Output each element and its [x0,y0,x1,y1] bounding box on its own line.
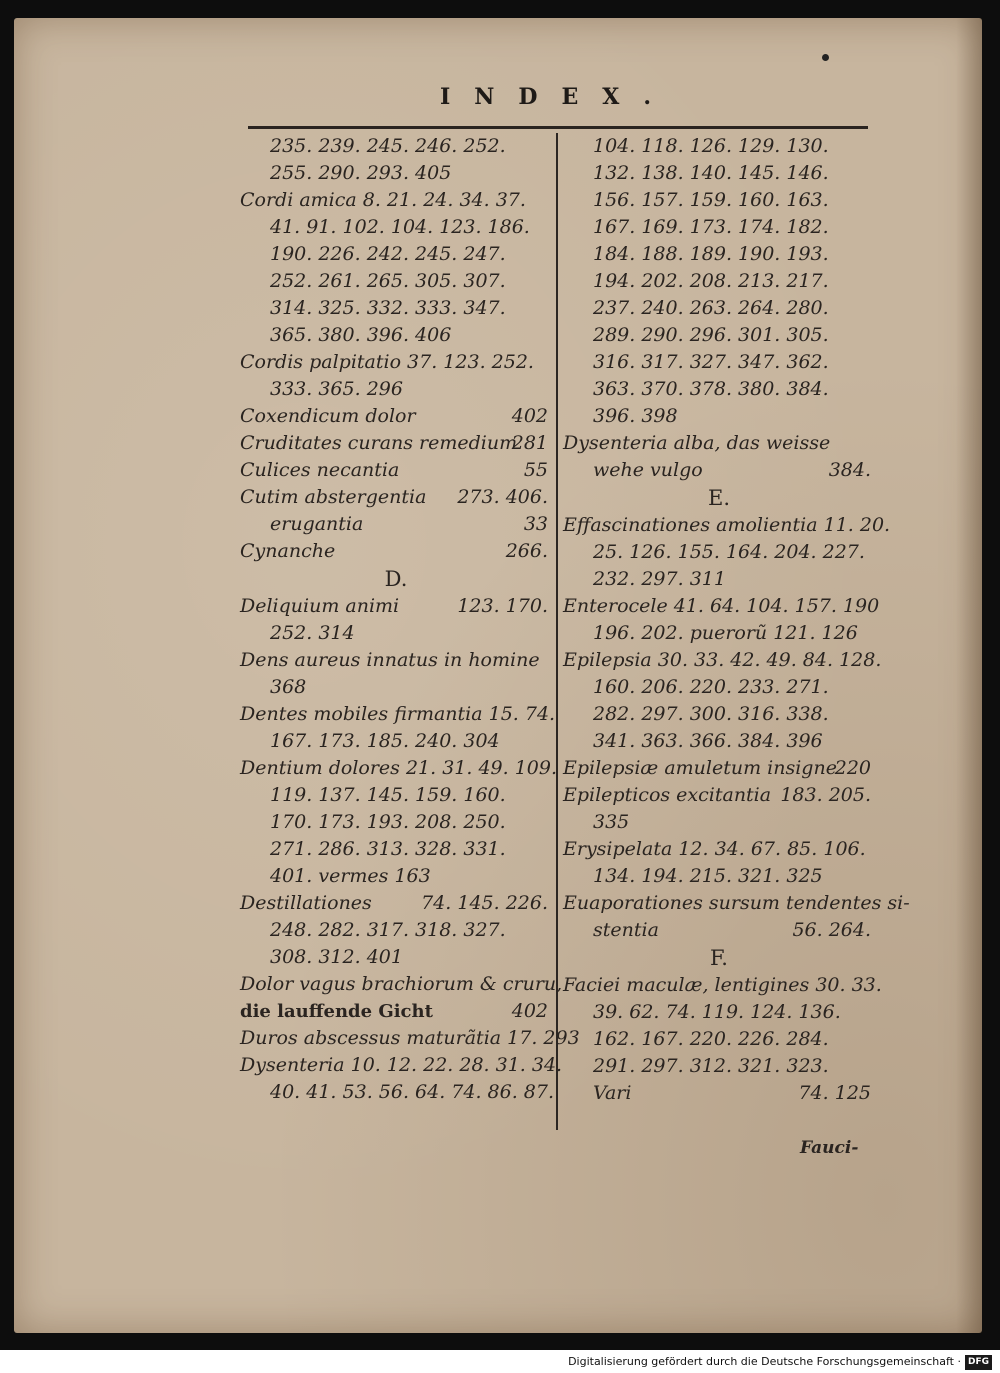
page-references: 123. 170. [457,595,548,617]
entry-text: 291. 297. 312. 321. 323. [593,1055,829,1077]
index-entry-line [563,512,891,539]
index-entry-line [240,214,552,241]
entry-text: 134. 194. 215. 321. 325 [593,865,823,887]
entry-text: 132. 138. 140. 145. 146. [593,162,829,184]
index-entry-line [563,241,875,268]
index-entry-line [563,1080,875,1107]
index-entry-line [240,322,552,349]
index-entry-line [240,755,558,782]
index-entry-line [563,403,875,430]
index-entry-line [563,972,882,999]
entry-text: Effascinationes amolientia 11. 20. [563,514,891,536]
entry-text: 316. 317. 327. 347. 362. [593,351,829,373]
entry-text: 184. 188. 189. 190. 193. [593,243,829,265]
entry-text: 194. 202. 208. 213. 217. [593,270,829,292]
entry-text: 196. 202. puerorũ 121. 126 [593,622,858,644]
entry-text: 248. 282. 317. 318. 327. [270,919,506,941]
entry-text: Euaporationes sursum tendentes si- [563,892,910,914]
entry-text: 255. 290. 293. 405 [270,162,452,184]
entry-text: 252. 261. 265. 305. 307. [270,270,506,292]
entry-text: Dentes mobiles firmantia 15. 74. [240,703,556,725]
index-entry-line [240,917,552,944]
page-references: 220 [834,757,871,779]
entry-text: 368 [270,676,307,698]
entry-text: 156. 157. 159. 160. 163. [593,189,829,211]
page-references: 33 [523,513,548,535]
entry-text: 396. 398 [593,405,678,427]
index-entry-line [240,295,552,322]
index-entry-line [240,620,552,647]
entry-text: Cordis palpitatio 37. 123. 252. [240,351,534,373]
entry-text: 170. 173. 193. 208. 250. [270,811,506,833]
index-entry-line [563,457,875,484]
entry-text: Destillationes [240,892,372,914]
entry-text: Dens aureus innatus in homine [240,649,540,671]
index-entry-line [563,187,875,214]
index-entry-line [563,349,875,376]
entry-text: 341. 363. 366. 384. 396 [593,730,823,752]
index-entry-line [240,647,552,674]
index-entry-line [240,701,556,728]
header-rule [248,126,868,129]
catchword: Fauci- [800,1138,859,1158]
index-entry-line [563,430,875,457]
index-entry-line [240,782,552,809]
index-entry-line [240,674,552,701]
index-entry-line [240,1079,555,1106]
index-entry-line [563,214,875,241]
index-entry-line [240,484,552,511]
page-references: 402 [511,1000,548,1022]
index-entry-line [563,133,875,160]
entry-text: 237. 240. 263. 264. 280. [593,297,829,319]
index-entry-line [563,836,875,863]
index-entry-line [240,863,552,890]
entry-text: 167. 173. 185. 240. 304 [270,730,500,752]
index-entry-line [240,430,552,457]
index-entry-line [240,971,563,998]
page-references: 266. [505,540,548,562]
entry-text: Epilepsiæ amuletum insigne [563,757,837,779]
index-entry-line [240,187,552,214]
index-entry-line [563,917,875,944]
index-entry-line [563,863,875,890]
entry-text: 363. 370. 378. 380. 384. [593,378,829,400]
entry-text: 282. 297. 300. 316. 338. [593,703,829,725]
entry-text: erugantia [270,513,364,535]
entry-text: 308. 312. 401 [270,946,403,968]
entry-text: Culices necantia [240,459,400,481]
index-entry-line [563,268,875,295]
digitization-footer [0,1350,1000,1373]
index-entry-line [563,890,910,917]
entry-text: 235. 239. 245. 246. 252. [270,135,506,157]
entry-text: 314. 325. 332. 333. 347. [270,297,506,319]
index-entry-line [563,295,875,322]
page-references: 402 [511,405,548,427]
index-entry-line [563,1053,875,1080]
entry-text: Cutim abstergentia [240,486,427,508]
index-entry-line [240,268,552,295]
index-entry-line [563,376,875,403]
entry-text: 271. 286. 313. 328. 331. [270,838,506,860]
index-entry-line [563,755,875,782]
page-header: INDEX. [440,84,675,110]
entry-text: Cordi amica 8. 21. 24. 34. 37. [240,189,526,211]
page-references: 74. 125 [798,1082,871,1104]
page-references: 273. 406. [457,486,548,508]
entry-text: stentia [593,919,659,941]
entry-text: 25. 126. 155. 164. 204. 227. [593,541,865,563]
entry-text: wehe vulgo [593,459,703,481]
index-entry-line [563,999,875,1026]
index-entry-line [240,944,552,971]
entry-text: 40. 41. 53. 56. 64. 74. 86. 87. [270,1081,555,1103]
index-entry-line [240,998,552,1025]
index-entry-line [240,538,552,565]
ink-spot [822,54,829,61]
index-entry-line [240,160,552,187]
dfg-logo: DFG [965,1355,992,1370]
index-entry-line [240,511,552,538]
entry-text: Faciei maculæ, lentigines 30. 33. [563,974,882,996]
index-entry-line [240,403,552,430]
entry-text: Erysipelata 12. 34. 67. 85. 106. [563,838,866,860]
section-letter-heading: D. [384,567,408,591]
entry-text: 39. 62. 74. 119. 124. 136. [593,1001,841,1023]
index-entry-line [240,809,552,836]
entry-text: 365. 380. 396. 406 [270,324,452,346]
entry-text: 41. 91. 102. 104. 123. 186. [270,216,530,238]
entry-text: 289. 290. 296. 301. 305. [593,324,829,346]
entry-text: 335 [593,811,630,833]
section-letter-heading: F. [710,946,728,970]
index-entry-line [240,728,552,755]
entry-text: Vari [593,1082,632,1104]
index-entry-line [240,890,552,917]
entry-text: Cruditates curans remedium [240,432,518,454]
index-entry-line [563,674,875,701]
entry-text: 401. vermes 163 [270,865,431,887]
index-entry-line [240,593,552,620]
index-entry-line [563,647,882,674]
index-entry-line [563,620,875,647]
index-column-left [240,133,580,1106]
page-references: 281 [511,432,548,454]
index-entry-line [563,782,875,809]
index-entry-line [563,160,875,187]
index-entry-line [240,133,552,160]
index-entry-line [240,836,552,863]
page-references: 55 [523,459,548,481]
index-entry-line [240,241,552,268]
entry-text: 333. 365. 296 [270,378,403,400]
index-entry-line [240,349,552,376]
index-entry-line [240,1052,563,1079]
entry-text: 232. 297. 311 [593,568,726,590]
index-entry-line [240,1025,580,1052]
index-entry-line [240,457,552,484]
entry-text: die lauffende Gicht [240,1001,433,1022]
entry-text: 190. 226. 242. 245. 247. [270,243,506,265]
entry-text: Cynanche [240,540,336,562]
section-letter-heading: E. [707,486,730,510]
entry-text: Epilepsia 30. 33. 42. 49. 84. 128. [563,649,882,671]
index-entry-line [563,539,875,566]
index-entry-line [563,701,875,728]
index-entry-line [563,566,875,593]
index-entry-line [240,376,552,403]
entry-text: Dysenteria alba, das weisse [563,432,831,454]
entry-text: Duros abscessus maturãtia 17. 293 [240,1027,580,1049]
index-entry-line [563,809,875,836]
page-references: 56. 264. [792,919,871,941]
entry-text: 160. 206. 220. 233. 271. [593,676,829,698]
entry-text: Deliquium animi [240,595,400,617]
page-references: 384. [828,459,871,481]
page-references: 74. 145. 226. [421,892,548,914]
entry-text: Enterocele 41. 64. 104. 157. 190 [563,595,880,617]
entry-text: 119. 137. 145. 159. 160. [270,784,506,806]
index-entry-line [563,728,875,755]
index-entry-line [563,593,880,620]
entry-text: 167. 169. 173. 174. 182. [593,216,829,238]
entry-text: 252. 314 [270,622,355,644]
page-references: 183. 205. [780,784,871,806]
entry-text: Coxendicum dolor [240,405,416,427]
entry-text: Dentium dolores 21. 31. 49. 109. [240,757,558,779]
index-column-right [563,133,910,1107]
page-edge-shadow [956,18,982,1333]
entry-text: Dysenteria 10. 12. 22. 28. 31. 34. [240,1054,563,1076]
index-entry-line [563,322,875,349]
entry-text: Dolor vagus brachiorum & cruru, [240,973,563,995]
entry-text: Epilepticos excitantia [563,784,772,806]
entry-text: 162. 167. 220. 226. 284. [593,1028,829,1050]
index-entry-line [563,1026,875,1053]
footer-text: Digitalisierung gefördert durch die Deutsche Forschungsgemeinschaft · [568,1355,961,1368]
entry-text: 104. 118. 126. 129. 130. [593,135,829,157]
